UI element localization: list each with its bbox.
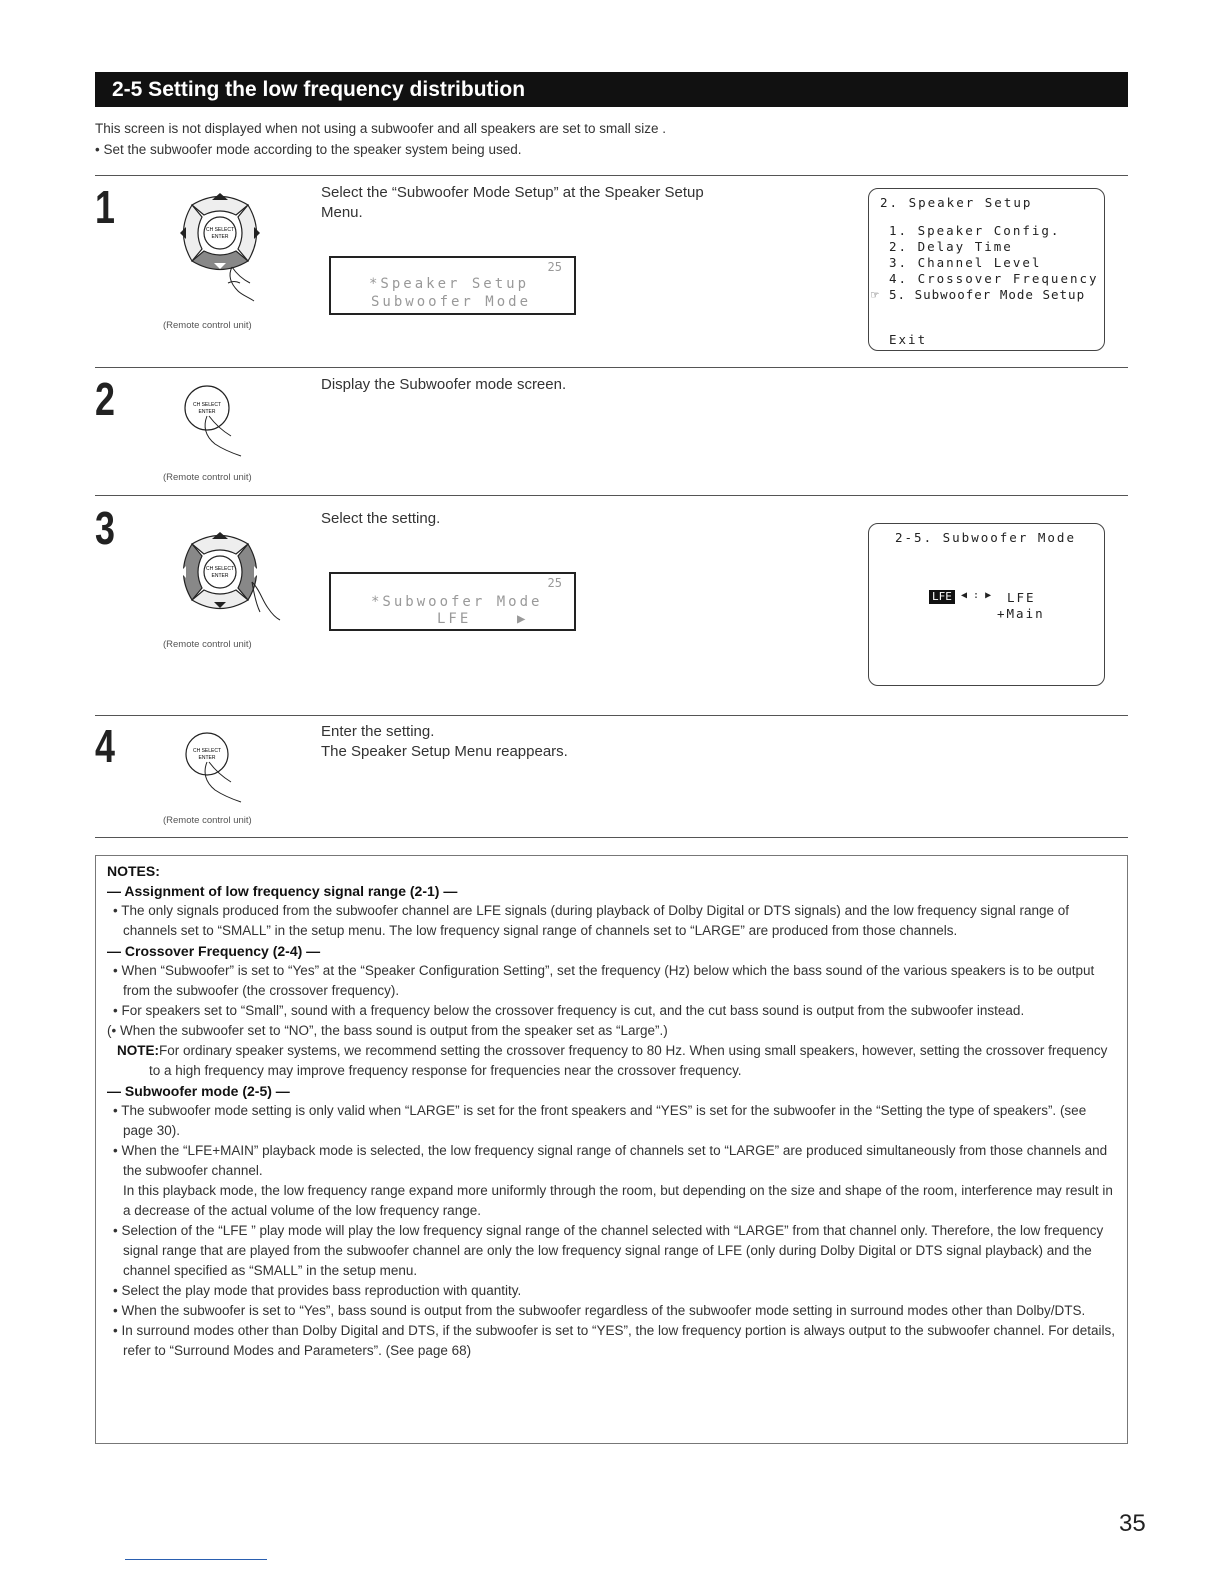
svg-text:CH SELECT: CH SELECT xyxy=(192,402,222,408)
step-text: Select the “Subwoofer Mode Setup” at the Speaker Setup Menu. xyxy=(321,184,704,221)
caption: (Remote control unit) xyxy=(163,472,252,483)
arrows-icon: ◀ : ▶ xyxy=(961,590,992,601)
notes-box xyxy=(95,855,1128,1444)
caption: (Remote control unit) xyxy=(163,320,252,331)
enter-button-icon xyxy=(183,732,263,812)
svg-text:ENTER: ENTER xyxy=(198,755,216,761)
step-text: Display the Subwoofer mode screen. xyxy=(321,376,567,393)
notes-paragraph: (• When the subwoofer set to “NO”, the bass sound is output from the speaker set as “Large”.) xyxy=(107,1023,668,1038)
notes-heading: NOTES: xyxy=(107,863,160,879)
svg-text:CH SELECT: CH SELECT xyxy=(205,566,235,572)
notes-paragraph: • When the subwoofer is set to “Yes”, bass sound is output from the subwoofer regardless of the subwoofer mode setting in surround modes other than Dolby/DTS. xyxy=(113,1303,1086,1318)
step-number: 2 xyxy=(95,373,115,425)
divider xyxy=(95,837,1128,838)
lcd-display: 25 *Speaker Setup Subwoofer Mode xyxy=(329,256,576,315)
svg-text:ENTER: ENTER xyxy=(211,573,229,579)
remote-dpad-icon xyxy=(170,522,280,632)
caption: (Remote control unit) xyxy=(163,639,252,650)
remote-dpad-icon xyxy=(170,183,275,308)
notes-section-title: — Subwoofer mode (2-5) — xyxy=(107,1083,290,1099)
caption: (Remote control unit) xyxy=(163,815,252,826)
divider xyxy=(95,715,1128,716)
pointer-icon: ☞ xyxy=(871,287,879,302)
osd-subwoofer-mode: 2-5. Subwoofer Mode LFE ◀ : ▶ LFE +Main xyxy=(868,523,1105,686)
notes-paragraph: • When the “LFE+MAIN” playback mode is selected, the low frequency signal range of channels set to “LARGE” are produced simultaneously from those channels and the subwoofer channel. xyxy=(113,1143,1108,1178)
step-text: Select the setting. xyxy=(321,510,441,527)
notes-paragraph: • For speakers set to “Small”, sound with a frequency below the crossover frequency is cut, and the cut bass sound is output from the subwoofer instead. xyxy=(113,1003,1025,1018)
osd-speaker-setup: 2. Speaker Setup 1. Speaker Config. 2. Delay Time 3. Channel Level 4. Crossover Frequency ☞ 5. Subwoofer Mode Setup Exit xyxy=(868,188,1105,351)
notes-paragraph: • The subwoofer mode setting is only valid when “LARGE” is set for the front speakers and “YES” is set for the subwoofer in the “Setting the type of speakers”. (see page 30). xyxy=(113,1103,1087,1138)
section-title: 2-5 Setting the low frequency distribution xyxy=(95,72,1128,107)
notes-paragraph: • Selection of the “LFE ” play mode will play the low frequency signal range of the channel selected with “LARGE” from that channel only. Therefore, the low frequency signal range that are played from the subwoofer channel are only the low frequency signal range of LFE (only during Dolby Digital or DTS signal playback) and the channel specified as “SMALL” in the setup menu. xyxy=(113,1223,1104,1278)
divider xyxy=(95,495,1128,496)
footer-rule xyxy=(125,1559,267,1560)
notes-paragraph: • When “Subwoofer” is set to “Yes” at the “Speaker Configuration Setting”, set the frequency (Hz) below which the bass sound of the various speakers is to be output from the subwoofer (the crossover frequency). xyxy=(113,963,1095,998)
svg-text:ENTER: ENTER xyxy=(198,409,216,415)
button-label: CH SELECT xyxy=(205,227,235,233)
notes-paragraph: • In surround modes other than Dolby Digital and DTS, if the subwoofer is set to “YES”, the low frequency portion is always output to the subwoofer channel. For details, refer to “Surround Modes and Parameters”. (See page 68) xyxy=(113,1323,1115,1358)
button-label: ENTER xyxy=(211,234,229,240)
enter-button-icon xyxy=(183,382,263,462)
divider xyxy=(95,367,1128,368)
step-text: Enter the setting. The Speaker Setup Menu reappears. xyxy=(321,723,568,760)
notes-paragraph: In this playback mode, the low frequency range expand more uniformly through the room, but depending on the size and shape of the room, interference may result in a decrease of the actual volume of the low frequency range. xyxy=(123,1183,1113,1218)
notes-section-title: — Crossover Frequency (2-4) — xyxy=(107,943,321,959)
step-number: 3 xyxy=(95,502,115,554)
note-paragraph: NOTE:For ordinary speaker systems, we recommend setting the crossover frequency to 80 Hz. When using small speakers, however, setting the crossover frequency to a high frequency may improve frequency response for frequencies near the crossover frequency. xyxy=(117,1043,1108,1078)
notes-section-title: — Assignment of low frequency signal range (2-1) — xyxy=(107,883,458,899)
page-number: 35 xyxy=(1119,1510,1146,1537)
divider xyxy=(95,175,1128,176)
notes-paragraph: • Select the play mode that provides bass reproduction with quantity. xyxy=(113,1283,522,1298)
lfe-badge: LFE xyxy=(929,590,955,604)
intro-line-2: • Set the subwoofer mode according to the speaker system being used. xyxy=(95,142,522,157)
svg-text:CH SELECT: CH SELECT xyxy=(192,748,222,754)
step-number: 1 xyxy=(95,181,115,233)
lcd-display: 25 *Subwoofer Mode LFE ▶ xyxy=(329,572,576,631)
notes-paragraph: • The only signals produced from the subwoofer channel are LFE signals (during playback of Dolby Digital or DTS signals) and the low frequency signal range of channels set to “SMALL” in the setup menu. The low frequency signal range of channels set to “LARGE” are produced from those channels. xyxy=(113,903,1069,938)
step-number: 4 xyxy=(95,720,115,772)
intro-line-1: This screen is not displayed when not using a subwoofer and all speakers are set to small size . xyxy=(95,121,667,136)
